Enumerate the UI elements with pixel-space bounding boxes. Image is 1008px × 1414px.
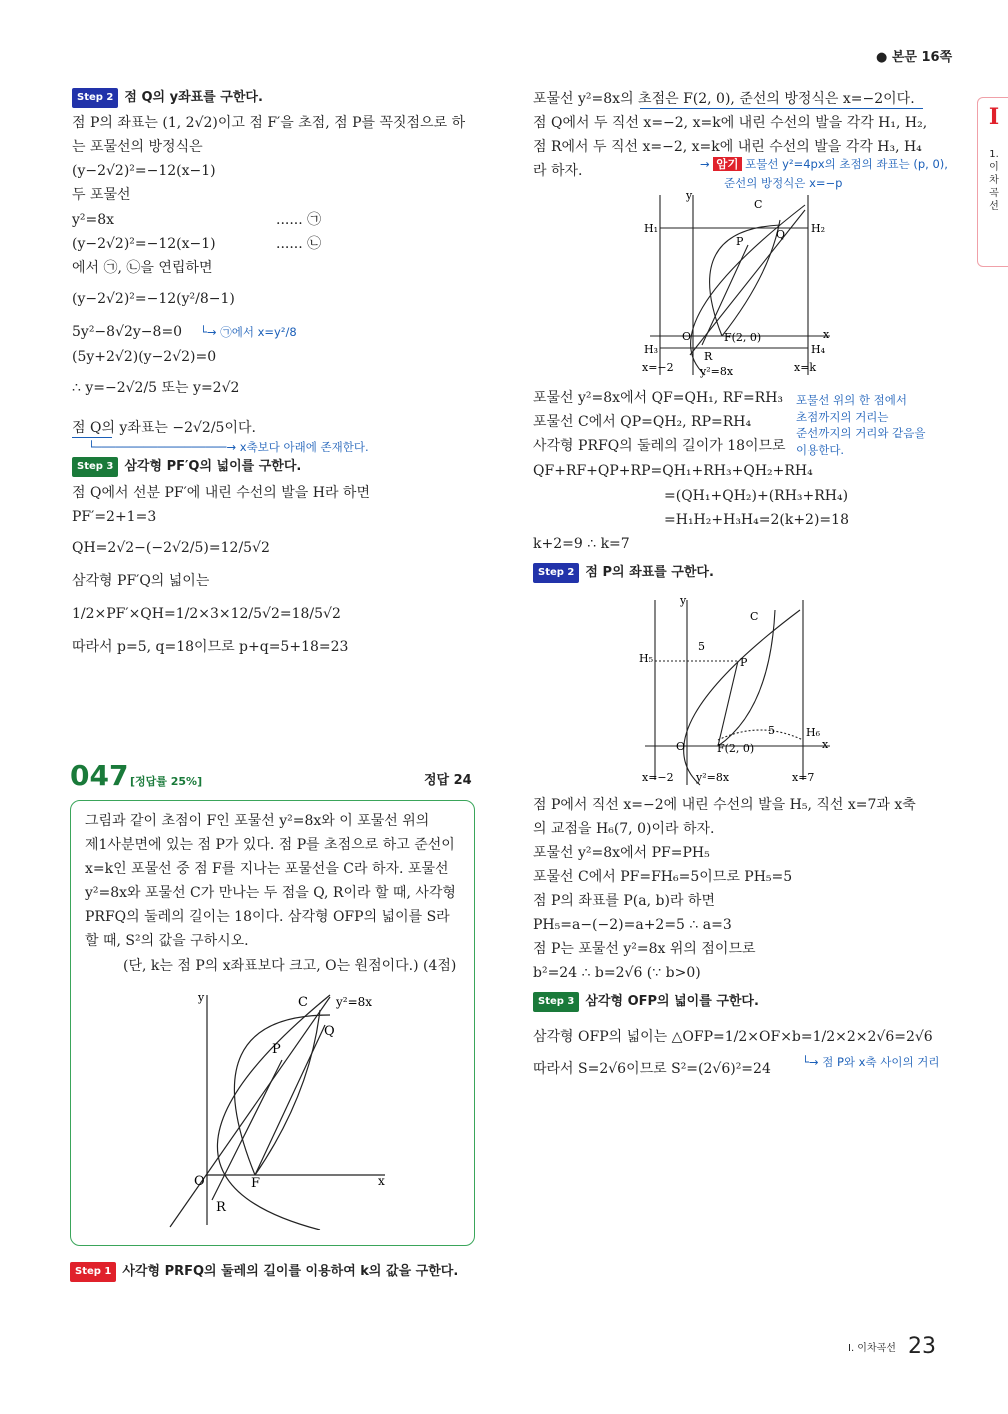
note-text: 초점까지의 거리는: [796, 409, 889, 424]
note-distance: [796, 392, 926, 458]
text-line: 점 P는 포물선 y²=8x 위의 점이므로: [533, 941, 756, 957]
label-h1: H₁: [644, 222, 659, 235]
problem-text: 제1사분면에 있는 점 P가 있다. 점 P를 초점으로 하고 준선이: [85, 837, 455, 853]
label-x-minus2: x=−2: [642, 361, 674, 374]
segment-rp: [702, 245, 748, 345]
tab-chapter: 1. 이차곡선: [989, 149, 999, 212]
note-substitution: └→ ㉠에서 x=y²/8: [200, 325, 297, 339]
label-y: y: [680, 594, 687, 607]
text-line: 에서 ㉠, ㉡을 연립하면: [72, 260, 213, 276]
answer: 정답 24: [424, 773, 472, 788]
memo-note: → 암기 포물선 y²=4px의 초점의 좌표는 (p, 0),: [700, 157, 948, 171]
label-f: F(2, 0): [724, 331, 762, 344]
ref-text: 본문 16쪽: [891, 50, 953, 65]
text-line: 삼각형 PF′Q의 넓이는: [72, 573, 210, 589]
equation: (y−2√2)²=−12(x−1): [72, 163, 216, 179]
equation: (y−2√2)²=−12(x−1): [72, 236, 216, 252]
text-line: 포물선 C에서 PF=FH₆=5이므로 PH₅=5: [533, 869, 793, 885]
text-line: b²=24 ∴ b=2√6 (∵ b>0): [533, 965, 701, 981]
equation-line: =H₁H₂+H₃H₄=2(k+2)=18: [664, 512, 849, 528]
step-title: 삼각형 OFP의 넓이를 구한다.: [585, 994, 759, 1009]
text-line: 따라서 p=5, q=18이므로 p+q=5+18=23: [72, 639, 349, 655]
equation: 1/2×PF′×QH=1/2×3×12/5√2=18/5√2: [72, 606, 341, 622]
text-line: 포물선 y²=8x에서 PF=PH₅: [533, 845, 710, 861]
text-line: 점 P의 좌표는 (1, 2√2)이고 점 F′을 초점, 점 P를 꼭짓점으로 하: [72, 115, 466, 131]
equation-line: =(QH₁+QH₂)+(RH₃+RH₄): [664, 488, 849, 504]
label-x: x: [822, 738, 829, 751]
label-x-minus2: x=−2: [642, 771, 674, 784]
label-x: x: [823, 328, 830, 341]
step3-heading: [72, 457, 301, 477]
memo-badge: 암기: [713, 157, 741, 171]
step1-heading: [70, 1262, 458, 1282]
text-line: 점 Q에서 선분 PF′에 내린 수선의 발을 H라 하면: [72, 485, 370, 501]
step-badge: Step 1: [70, 1262, 116, 1282]
text-line: 점 Q에서 두 직선 x=−2, x=k에 내린 수선의 발을 각각 H₁, H₂,: [533, 115, 928, 131]
label-x-7: x=7: [792, 771, 815, 784]
step-badge: Step 2: [533, 563, 579, 583]
parabola-y2-8x: [684, 610, 800, 785]
note-text: 이용한다.: [796, 442, 845, 457]
memo-text: 준선의 방정식은 x=−p: [724, 176, 843, 190]
text-line: 점 Q의 y좌표는 −2√2/5이다.: [72, 420, 256, 436]
step-title: 점 P의 좌표를 구한다.: [585, 565, 714, 580]
segment-fq: [255, 1025, 325, 1175]
equation-line: 삼각형 OFP의 넓이는 △OFP=1/2×OF×b=1/2×2×2√6=2√6: [533, 1029, 933, 1045]
problem-number: 047: [70, 759, 129, 792]
equation-line: k+2=9 ∴ k=7: [533, 536, 630, 552]
text-line: 점 R에서 두 직선 x=−2, x=k에 내린 수선의 발을 각각 H₃, H₄: [533, 139, 922, 155]
label-h4: H₄: [811, 343, 826, 356]
problem-text: y²=8x와 포물선 C가 만나는 두 점을 Q, R이라 할 때, 사각형: [85, 885, 456, 901]
problem-figure: [150, 985, 400, 1230]
page-number: 23: [908, 1334, 936, 1359]
equation-line: QF+RF+QP+RP=QH₁+RH₃+QH₂+RH₄: [533, 463, 813, 479]
problem-text: x=k인 포물선 중 점 F를 지나는 포물선을 C라 하자. 포물선: [85, 861, 449, 877]
label-curve: y²=8x: [696, 771, 730, 784]
label-c: C: [754, 198, 763, 211]
text-line: 는 포물선의 방정식은: [72, 139, 203, 155]
chord-line: [170, 997, 330, 1227]
label-h6: H₆: [806, 726, 821, 739]
text-line: 사각형 PRFQ의 둘레의 길이가 18이므로: [533, 438, 786, 454]
equation-mark: ...... ㉠: [276, 212, 322, 228]
label-p: P: [272, 1042, 281, 1057]
step-badge: Step 3: [533, 992, 579, 1012]
label-o: O: [194, 1174, 205, 1189]
problem-text: 할 때, S²의 값을 구하시오.: [85, 933, 249, 949]
label-h3: H₃: [644, 343, 659, 356]
step-title: 점 Q의 y좌표를 구한다.: [124, 90, 263, 105]
tab-roman: I: [988, 104, 1000, 130]
chapter-tab[interactable]: [977, 97, 1008, 267]
label-q: Q: [324, 1024, 335, 1039]
label-h5: H₅: [639, 652, 654, 665]
label-x: x: [378, 1174, 385, 1188]
equation: y²=8x: [72, 212, 115, 228]
parabola-c: [234, 1010, 330, 1175]
text-line: 라 하자.: [533, 163, 583, 179]
note-text: 점 P와 x축 사이의 거리: [822, 1055, 940, 1069]
correct-rate: [정답률 25%]: [130, 775, 203, 788]
equation: 5y²−8√2y−8=0: [72, 324, 183, 340]
label-f: F(2, 0): [717, 742, 755, 755]
footer-section: Ⅰ. 이차곡선: [848, 1343, 896, 1354]
equation: (y−2√2)²=−12(y²/8−1): [72, 291, 235, 307]
arc-fh6: [718, 730, 803, 740]
figure-1: [630, 185, 850, 380]
label-q: Q: [776, 228, 786, 241]
figure-2: [630, 590, 840, 790]
text-line: 점 P에서 직선 x=−2에 내린 수선의 발을 H₅, 직선 x=7과 x축: [533, 797, 916, 813]
label-h2: H₂: [811, 222, 826, 235]
page-reference: ● 본문 16쪽: [876, 50, 953, 65]
label-p: P: [736, 235, 744, 248]
label-f: F: [251, 1176, 261, 1191]
note-text: ㉠에서 x=y²/8: [220, 325, 297, 339]
equation: ∴ y=−2√2/5 또는 y=2√2: [72, 380, 240, 396]
note-height: └→ 점 P와 x축 사이의 거리: [802, 1055, 940, 1069]
label-curve: y²=8x: [700, 365, 734, 378]
label-o: O: [682, 330, 692, 343]
underline: [640, 108, 923, 109]
equation-line: 포물선 C에서 QP=QH₂, RP=RH₄: [533, 414, 752, 430]
label-r: R: [704, 350, 713, 363]
step2-heading: [72, 88, 263, 108]
step3-heading-right: [533, 992, 759, 1012]
step-title: 삼각형 PF′Q의 넓이를 구한다.: [124, 459, 302, 474]
equation-line: 포물선 y²=8x에서 QF=QH₁, RF=RH₃: [533, 390, 784, 406]
step-badge: Step 3: [72, 457, 118, 477]
text-line: PH₅=a−(−2)=a+2=5 ∴ a=3: [533, 917, 732, 933]
text-line: 점 P의 좌표를 P(a, b)라 하면: [533, 893, 715, 909]
segment-rp: [212, 1060, 282, 1200]
text-line: 의 교점을 H₆(7, 0)이라 하자.: [533, 821, 715, 837]
equation-line: 따라서 S=2√6이므로 S²=(2√6)²=24: [533, 1061, 771, 1077]
note-text: 준선까지의 거리와 같음을: [796, 426, 926, 440]
step-badge: Step 2: [72, 88, 118, 108]
step2-heading-right: [533, 563, 714, 583]
equation: QH=2√2−(−2√2/5)=12/5√2: [72, 540, 270, 556]
label-o: O: [676, 740, 686, 753]
note-below-axis: └───────────────────→ x축보다 아래에 존재한다.: [88, 440, 369, 454]
step-title: 사각형 PRFQ의 둘레의 길이를 이용하여 k의 값을 구한다.: [122, 1264, 459, 1279]
label-y: y: [686, 189, 693, 202]
problem-text: 그림과 같이 초점이 F인 포물선 y²=8x와 이 포물선 위의: [85, 813, 430, 829]
text-line: 포물선 y²=8x의 초점은 F(2, 0), 준선의 방정식은 x=−2이다.: [533, 91, 915, 107]
memo-text: 포물선 y²=4px의 초점의 좌표는 (p, 0),: [745, 157, 948, 171]
label-five: 5: [768, 724, 775, 737]
label-five: 5: [698, 640, 705, 653]
problem-text: PRFQ의 둘레의 길이는 18이다. 삼각형 OFP의 넓이를 S라: [85, 909, 450, 925]
label-c: C: [750, 610, 759, 623]
parabola-y2-8x: [217, 995, 330, 1230]
equation: (5y+2√2)(y−2√2)=0: [72, 349, 217, 365]
label-p: P: [740, 656, 748, 669]
note-text: x축보다 아래에 존재한다.: [239, 440, 369, 454]
parabola-c: [710, 220, 780, 336]
note-text: 포물선 위의 한 점에서: [796, 393, 907, 407]
problem-condition: (단, k는 점 P의 x좌표보다 크고, O는 원점이다.) (4점): [123, 958, 457, 974]
label-y: y: [198, 991, 205, 1004]
equation-mark: ...... ㉡: [276, 236, 322, 252]
equation: PF′=2+1=3: [72, 509, 157, 525]
label-c: C: [298, 995, 308, 1010]
parabola-c: [718, 610, 775, 746]
text-line: 두 포물선: [72, 187, 131, 203]
label-curve: y²=8x: [336, 995, 373, 1009]
label-x-k: x=k: [794, 361, 817, 374]
segment-fp: [718, 661, 738, 746]
label-r: R: [216, 1200, 226, 1215]
